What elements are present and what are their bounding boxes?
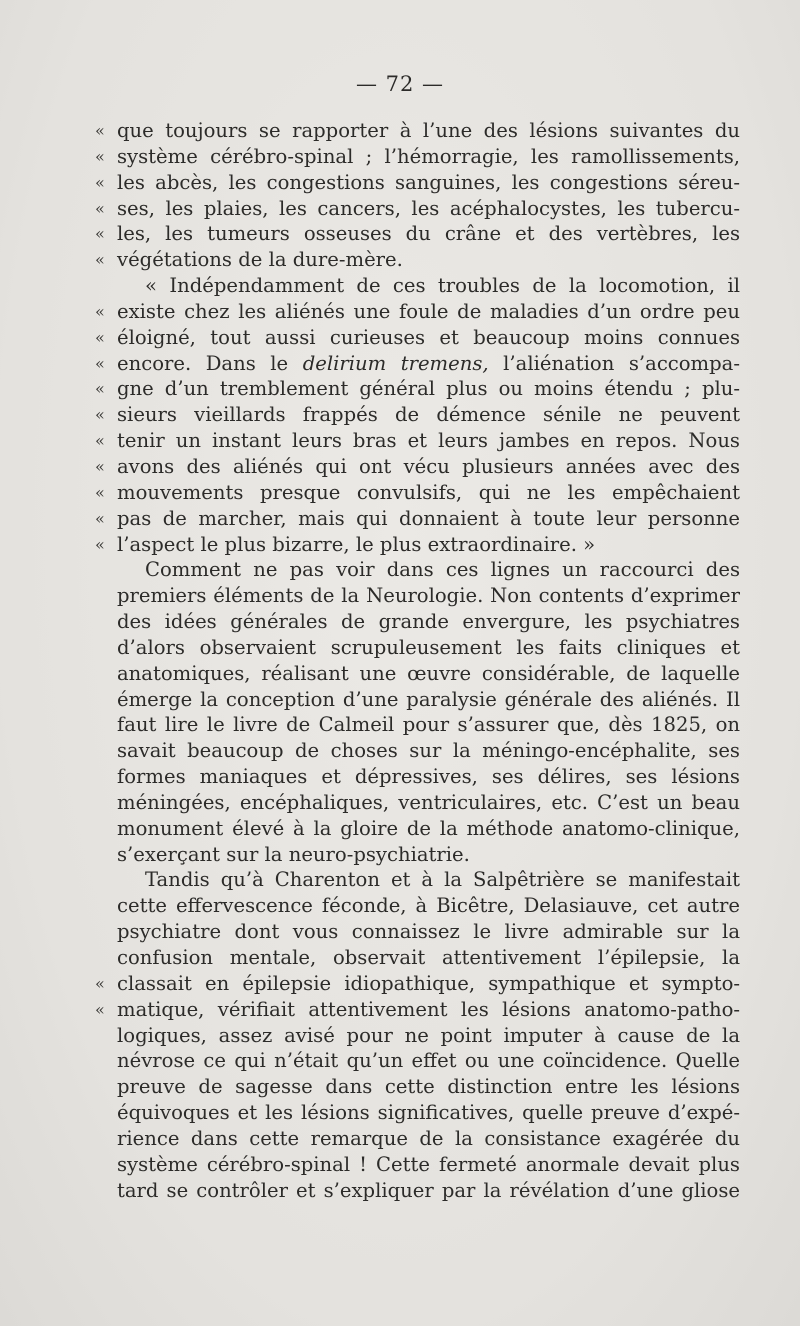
text-line xyxy=(117,816,740,842)
line-text: sieurs vieillards frappés de démence sénile ne peuvent xyxy=(117,403,740,427)
quote-mark: « xyxy=(95,301,105,321)
text-line xyxy=(117,1074,740,1100)
text-line xyxy=(95,118,740,144)
text-line xyxy=(117,687,740,713)
text-line xyxy=(95,480,740,506)
line-text: preuve de sagesse dans cette distinction entre les lésions xyxy=(117,1075,740,1099)
line-text: avons des aliénés qui ont vécu plusieurs années avec des xyxy=(117,454,740,478)
quote-mark: « xyxy=(95,146,105,166)
text-line xyxy=(117,712,740,738)
text-line xyxy=(95,221,740,247)
line-text: Tandis qu’à Charenton et à la Salpêtrière se manifestait xyxy=(145,868,740,892)
text-line xyxy=(117,557,740,583)
text-line xyxy=(95,532,740,558)
line-text: névrose ce qui n’était qu’un effet ou une coïncidence. Quelle xyxy=(117,1049,740,1073)
text-line xyxy=(117,609,740,635)
line-text: matique, vérifiait attentivement les lésions anatomo-patho- xyxy=(117,997,740,1021)
text-line xyxy=(117,273,740,299)
quote-mark: « xyxy=(95,999,105,1019)
text-line xyxy=(95,299,740,325)
text-line xyxy=(117,919,740,945)
line-text: les, les tumeurs osseuses du crâne et des vertèbres, les xyxy=(117,222,740,246)
line-text: pas de marcher, mais qui donnaient à toute leur personne xyxy=(117,506,740,530)
text-line xyxy=(117,764,740,790)
page-number: — 72 — xyxy=(355,72,445,96)
line-text: confusion mentale, observait attentivement l’épilepsie, la xyxy=(117,946,740,969)
text-line xyxy=(117,1100,740,1126)
text-line xyxy=(95,971,740,997)
line-text: les abcès, les congestions sanguines, les congestions séreu- xyxy=(117,170,740,194)
text-line xyxy=(95,428,740,454)
text-line xyxy=(95,170,740,196)
line-text: des idées générales de grande envergure, les psychiatres xyxy=(117,610,740,634)
text-line xyxy=(117,842,740,868)
quote-mark: « xyxy=(95,198,105,218)
text-line xyxy=(117,867,740,893)
line-text: mouvements presque convulsifs, qui ne les empêchaient xyxy=(117,480,740,504)
line-text: végétations de la dure-mère. xyxy=(117,248,403,272)
text-line xyxy=(117,1023,740,1049)
body-text xyxy=(95,118,740,1203)
text-line xyxy=(117,583,740,609)
text-line xyxy=(95,376,740,402)
quote-mark: « xyxy=(95,353,105,373)
quote-mark: « xyxy=(95,508,105,528)
text-line xyxy=(117,893,740,919)
line-text: d’alors observaient scrupuleusement les faits cliniques et xyxy=(117,635,740,659)
line-text: tard se contrôler et s’expliquer par la révélation d’une gliose xyxy=(117,1178,740,1202)
line-text: existe chez les aliénés une foule de maladies d’un ordre peu xyxy=(117,299,740,323)
quote-mark: « xyxy=(95,534,105,554)
line-text: tenir un instant leurs bras et leurs jambes en repos. Nous xyxy=(117,429,740,453)
quote-mark: « xyxy=(95,431,105,451)
quote-mark: « xyxy=(95,405,105,425)
text-line xyxy=(117,1152,740,1178)
line-text: ses, les plaies, les cancers, les acéphalocystes, les tubercu- xyxy=(117,196,740,220)
quote-mark: « xyxy=(95,250,105,270)
text-line xyxy=(95,454,740,480)
line-text: premiers éléments de la Neurologie. Non contents d’exprimer xyxy=(117,584,740,608)
quote-mark: « xyxy=(95,224,105,244)
quote-mark: « xyxy=(95,121,105,140)
text-line xyxy=(117,1048,740,1074)
line-text: l’aspect le plus bizarre, le plus extraordinaire. » xyxy=(117,532,596,556)
quote-mark: « xyxy=(95,456,105,476)
text-line xyxy=(117,1126,740,1152)
line-text: gne d’un tremblement général plus ou moins étendu ; plu- xyxy=(117,377,740,401)
text-line xyxy=(117,635,740,661)
line-text: savait beaucoup de choses sur la méningo-encéphalite, ses xyxy=(117,739,740,763)
line-text: système cérébro-spinal ; l’hémorragie, les ramollissements, xyxy=(117,144,740,168)
text-line xyxy=(95,325,740,351)
text-line xyxy=(117,738,740,764)
quote-mark: « xyxy=(95,973,105,993)
line-text: système cérébro-spinal ! Cette fermeté anormale devait plus xyxy=(117,1152,740,1176)
line-text: Comment ne pas voir dans ces lignes un raccourci des xyxy=(145,558,740,582)
quote-mark: « xyxy=(95,327,105,347)
line-text: méningées, encéphaliques, ventriculaires, etc. C’est un beau xyxy=(117,790,740,814)
line-text: émerge la conception d’une paralysie générale des aliénés. Il xyxy=(117,687,740,711)
line-text: s’exerçant sur la neuro-psychiatrie. xyxy=(117,842,470,866)
text-line xyxy=(95,506,740,532)
line-text: logiques, assez avisé pour ne point imputer à cause de la xyxy=(117,1023,740,1047)
line-text: formes maniaques et dépressives, ses délires, ses lésions xyxy=(117,765,740,789)
line-text: rience dans cette remarque de la consistance exagérée du xyxy=(117,1126,740,1150)
line-text: faut lire le livre de Calmeil pour s’assurer que, dès 1825, on xyxy=(117,713,740,737)
line-text: monument élevé à la gloire de la méthode anatomo-clinique, xyxy=(117,816,740,840)
line-text: éloigné, tout aussi curieuses et beaucoup moins connues xyxy=(117,325,740,349)
line-text: « Indépendamment de ces troubles de la locomotion, il xyxy=(145,274,740,298)
quote-mark: « xyxy=(95,379,105,399)
text-line xyxy=(95,247,740,273)
line-text: que toujours se rapporter à l’une des lésions suivantes du xyxy=(117,119,740,142)
line-text: cette effervescence féconde, à Bicêtre, Delasiauve, cet autre xyxy=(117,894,740,918)
line-text: encore. Dans le delirium tremens, l’aliénation s’accompa- xyxy=(117,351,740,375)
line-text: anatomiques, réalisant une œuvre considérable, de laquelle xyxy=(117,661,740,685)
text-line xyxy=(95,402,740,428)
text-line xyxy=(117,790,740,816)
quote-mark: « xyxy=(95,172,105,192)
text-line xyxy=(95,196,740,222)
text-line xyxy=(95,351,740,377)
quote-mark: « xyxy=(95,482,105,502)
line-text: psychiatre dont vous connaissez le livre admirable sur la xyxy=(117,920,740,944)
line-text: classait en épilepsie idiopathique, sympathique et sympto- xyxy=(117,971,740,995)
text-line xyxy=(117,1178,740,1204)
text-line xyxy=(95,144,740,170)
text-line xyxy=(117,661,740,687)
text-line xyxy=(95,997,740,1023)
text-line xyxy=(117,945,740,971)
line-text: équivoques et les lésions significatives, quelle preuve d’expé- xyxy=(117,1101,740,1125)
